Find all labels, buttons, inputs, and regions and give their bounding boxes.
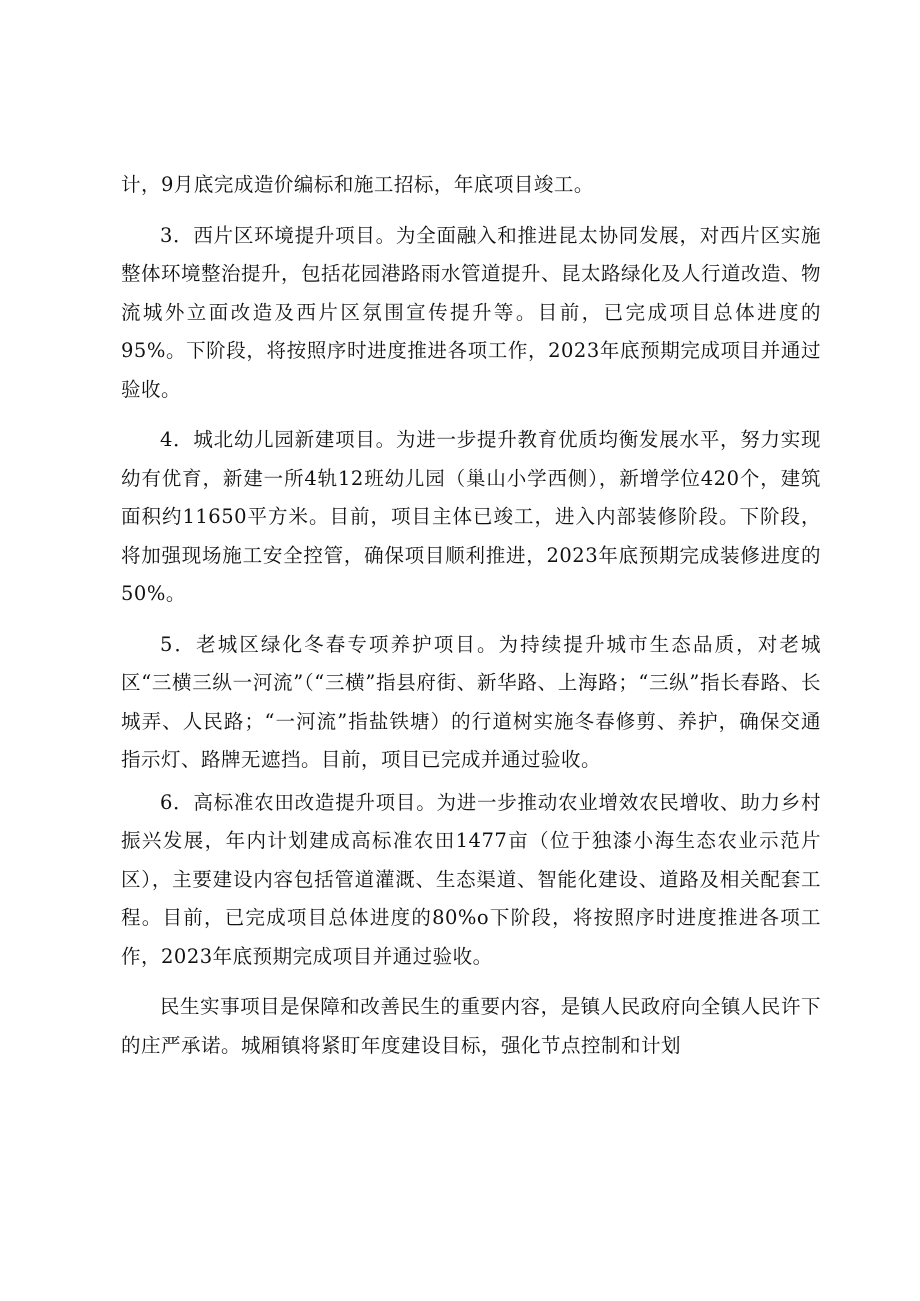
paragraph-item-6: 6．高标准农田改造提升项目。为进一步推动农业增效农民增收、助力乡村振兴发展，年内计划建成高标准农田1477亩（位于独漆小海生态农业示范片区），主要建设内容包括管道灌溉、生态渠道、智能化建设、道路及相关配套工程。目前，已完成项目总体进度的80%o下阶段，将按照序时进度推进各项工作，2023年底预期完成项目并通过验收。 <box>121 790 821 968</box>
paragraph-item-5: 5．老城区绿化冬春专项养护项目。为持续提升城市生态品质，对老城区“三横三纵一河流”（“三横”指县府街、新华路、上海路；“三纵”指长春路、长城弄、人民路；“一河流”指盐铁塘）的行道树实施冬春修剪、养护，确保交通指示灯、路牌无遮挡。目前，项目已完成并通过验收。 <box>121 632 821 771</box>
document-body <box>121 166 821 1065</box>
paragraph-item-3: 3．西片区环境提升项目。为全面融入和推进昆太协同发展，对西片区实施整体环境整治提升，包括花园港路雨水管道提升、昆太路绿化及人行道改造、物流城外立面改造及西片区氛围宣传提升等。目前，已完成项目总体进度的95%。下阶段，将按照序时进度推进各项工作，2023年底预期完成项目并通过验收。 <box>121 223 822 401</box>
paragraph-summary: 民生实事项目是保障和改善民生的重要内容，是镇人民政府向全镇人民许下的庄严承诺。城厢镇将紧盯年度建设目标，强化节点控制和计划 <box>121 995 821 1057</box>
paragraph-continuation: 计，9月底完成造价编标和施工招标，年底项目竣工。 <box>121 173 594 196</box>
paragraph-item-4: 4．城北幼儿园新建项目。为进一步提升教育优质均衡发展水平，努力实现幼有优育，新建一所4轨12班幼儿园（巢山小学西侧），新增学位420个，建筑面积约11650平方米。目前，项目主体已竣工，进入内部装修阶段。下阶段，将加强现场施工安全控管，确保项目顺利推进，2023年底预期完成装修进度的50%。 <box>121 428 821 605</box>
